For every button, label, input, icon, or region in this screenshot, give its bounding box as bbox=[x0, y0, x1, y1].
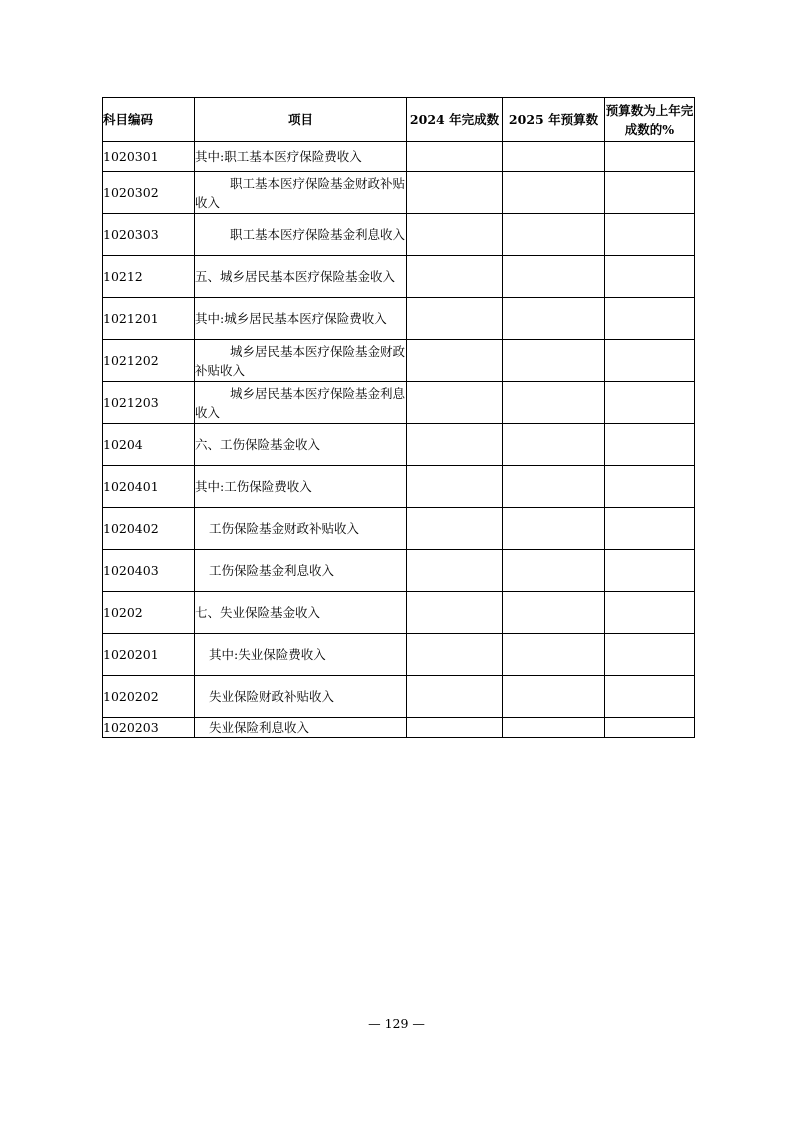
row-item: 五、城乡居民基本医疗保险基金收入 bbox=[195, 256, 407, 298]
row-completed-2024 bbox=[407, 466, 503, 508]
table-header-row bbox=[103, 98, 695, 142]
table-row bbox=[103, 214, 695, 256]
row-item: 其中:失业保险费收入 bbox=[195, 634, 407, 676]
table-row bbox=[103, 256, 695, 298]
row-ratio bbox=[605, 592, 695, 634]
table-row bbox=[103, 172, 695, 214]
row-ratio bbox=[605, 550, 695, 592]
row-code: 1021202 bbox=[103, 340, 195, 382]
row-completed-2024 bbox=[407, 172, 503, 214]
budget-table bbox=[102, 97, 695, 738]
row-completed-2024 bbox=[407, 340, 503, 382]
row-code: 1021201 bbox=[103, 298, 195, 340]
row-budget-2025 bbox=[503, 214, 605, 256]
row-code: 10202 bbox=[103, 592, 195, 634]
row-item: 七、失业保险基金收入 bbox=[195, 592, 407, 634]
row-completed-2024 bbox=[407, 676, 503, 718]
row-ratio bbox=[605, 676, 695, 718]
row-completed-2024 bbox=[407, 382, 503, 424]
table-row bbox=[103, 466, 695, 508]
row-budget-2025 bbox=[503, 718, 605, 738]
row-ratio bbox=[605, 424, 695, 466]
row-completed-2024 bbox=[407, 424, 503, 466]
row-code: 1020403 bbox=[103, 550, 195, 592]
header-ratio: 预算数为上年完成数的% bbox=[605, 98, 695, 142]
row-ratio bbox=[605, 256, 695, 298]
row-ratio bbox=[605, 298, 695, 340]
row-code: 1020402 bbox=[103, 508, 195, 550]
row-item: 其中:职工基本医疗保险费收入 bbox=[195, 142, 407, 172]
row-completed-2024 bbox=[407, 718, 503, 738]
table-row bbox=[103, 592, 695, 634]
row-budget-2025 bbox=[503, 550, 605, 592]
row-ratio bbox=[605, 718, 695, 738]
row-completed-2024 bbox=[407, 634, 503, 676]
table-row bbox=[103, 382, 695, 424]
row-item: 失业保险财政补贴收入 bbox=[195, 676, 407, 718]
table-row bbox=[103, 634, 695, 676]
row-item: 六、工伤保险基金收入 bbox=[195, 424, 407, 466]
table-row bbox=[103, 424, 695, 466]
table-row bbox=[103, 676, 695, 718]
row-completed-2024 bbox=[407, 256, 503, 298]
row-code: 1020401 bbox=[103, 466, 195, 508]
table-row bbox=[103, 142, 695, 172]
row-ratio bbox=[605, 340, 695, 382]
row-code: 1020301 bbox=[103, 142, 195, 172]
row-ratio bbox=[605, 382, 695, 424]
row-item: 职工基本医疗保险基金利息收入 bbox=[195, 214, 407, 256]
row-ratio bbox=[605, 172, 695, 214]
row-completed-2024 bbox=[407, 550, 503, 592]
row-budget-2025 bbox=[503, 256, 605, 298]
row-item: 工伤保险基金利息收入 bbox=[195, 550, 407, 592]
header-completed-2024: 2024 年完成数 bbox=[407, 98, 503, 142]
row-item: 城乡居民基本医疗保险基金财政补贴收入 bbox=[195, 340, 407, 382]
row-code: 1021203 bbox=[103, 382, 195, 424]
row-ratio bbox=[605, 466, 695, 508]
row-code: 1020201 bbox=[103, 634, 195, 676]
row-item: 城乡居民基本医疗保险基金利息收入 bbox=[195, 382, 407, 424]
row-ratio bbox=[605, 508, 695, 550]
row-budget-2025 bbox=[503, 592, 605, 634]
row-budget-2025 bbox=[503, 382, 605, 424]
row-completed-2024 bbox=[407, 508, 503, 550]
row-budget-2025 bbox=[503, 676, 605, 718]
row-item: 失业保险利息收入 bbox=[195, 718, 407, 738]
table-row bbox=[103, 340, 695, 382]
row-budget-2025 bbox=[503, 340, 605, 382]
table-row bbox=[103, 550, 695, 592]
row-item: 职工基本医疗保险基金财政补贴收入 bbox=[195, 172, 407, 214]
row-budget-2025 bbox=[503, 466, 605, 508]
row-item: 工伤保险基金财政补贴收入 bbox=[195, 508, 407, 550]
header-code: 科目编码 bbox=[103, 98, 195, 142]
row-budget-2025 bbox=[503, 424, 605, 466]
row-completed-2024 bbox=[407, 214, 503, 256]
header-item: 项目 bbox=[195, 98, 407, 142]
row-code: 10212 bbox=[103, 256, 195, 298]
row-code: 1020202 bbox=[103, 676, 195, 718]
row-code: 1020203 bbox=[103, 718, 195, 738]
row-budget-2025 bbox=[503, 634, 605, 676]
row-budget-2025 bbox=[503, 142, 605, 172]
row-budget-2025 bbox=[503, 172, 605, 214]
row-code: 1020302 bbox=[103, 172, 195, 214]
row-item: 其中:工伤保险费收入 bbox=[195, 466, 407, 508]
row-completed-2024 bbox=[407, 592, 503, 634]
row-completed-2024 bbox=[407, 298, 503, 340]
row-item: 其中:城乡居民基本医疗保险费收入 bbox=[195, 298, 407, 340]
table-row bbox=[103, 718, 695, 738]
table-row bbox=[103, 508, 695, 550]
row-completed-2024 bbox=[407, 142, 503, 172]
row-ratio bbox=[605, 634, 695, 676]
row-code: 1020303 bbox=[103, 214, 195, 256]
row-budget-2025 bbox=[503, 508, 605, 550]
table-row bbox=[103, 298, 695, 340]
row-ratio bbox=[605, 214, 695, 256]
header-budget-2025: 2025 年预算数 bbox=[503, 98, 605, 142]
row-ratio bbox=[605, 142, 695, 172]
row-code: 10204 bbox=[103, 424, 195, 466]
page-number: — 129 — bbox=[368, 1016, 425, 1031]
row-budget-2025 bbox=[503, 298, 605, 340]
